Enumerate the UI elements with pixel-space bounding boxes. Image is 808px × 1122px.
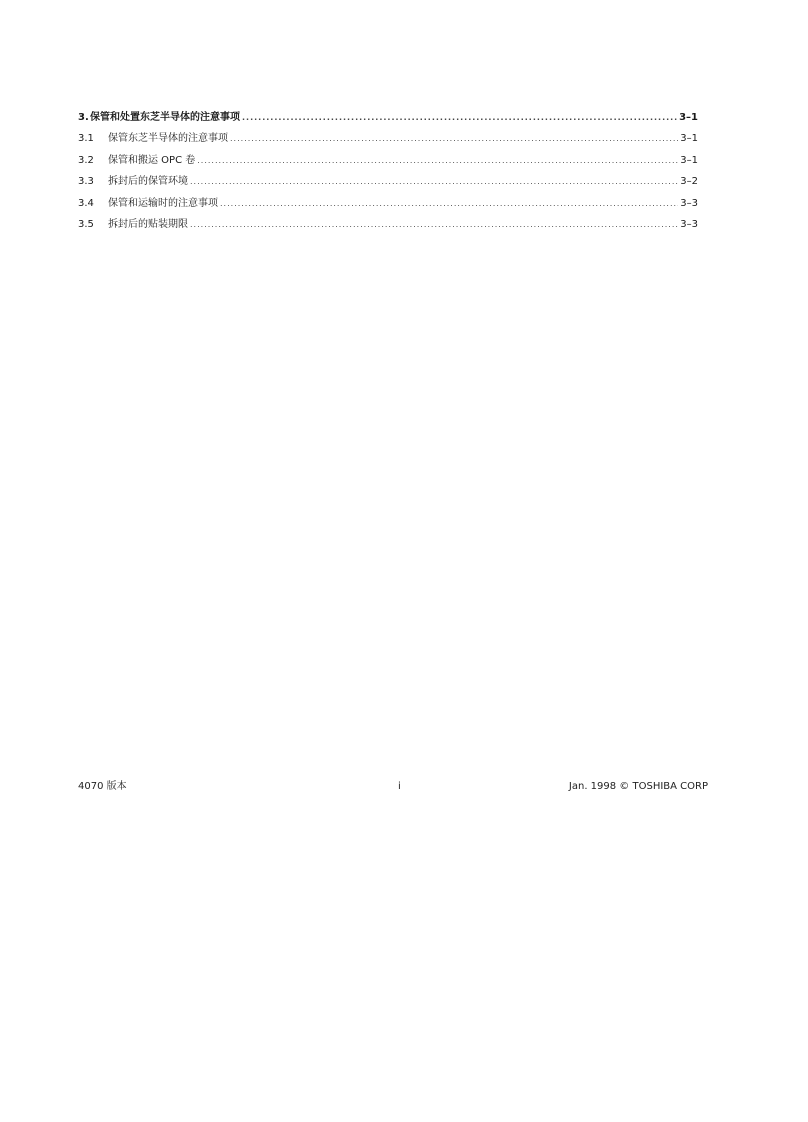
- toc-entry-page: 3–1: [679, 112, 698, 123]
- toc-dot-leader: [190, 176, 678, 188]
- toc-entry-section-3-4[interactable]: [78, 198, 698, 219]
- toc-dot-leader: [230, 133, 678, 145]
- toc-dot-leader: [220, 198, 678, 210]
- toc-entry-title: 保管东芝半导体的注意事项: [108, 133, 228, 145]
- page-footer: [78, 780, 708, 794]
- toc-entry-section-3-5[interactable]: [78, 219, 698, 240]
- toc-dot-leader: [190, 219, 678, 231]
- toc-entry-title: 保管和搬运 OPC 卷: [108, 154, 196, 166]
- toc-entry-page: 3–1: [680, 133, 698, 145]
- toc-entry-page: 3–2: [680, 176, 698, 188]
- toc-dot-leader: [197, 155, 678, 167]
- footer-document-code: 4070 版本: [78, 781, 127, 792]
- toc-entry-title: 保管和运输时的注意事项: [108, 197, 218, 209]
- toc-entry-number: 3.3: [78, 176, 94, 188]
- table-of-contents: [78, 112, 698, 240]
- toc-entry-number: 3.5: [78, 218, 94, 230]
- toc-entry-page: 3–3: [680, 197, 698, 209]
- toc-entry-number: 3.4: [78, 197, 94, 209]
- toc-entry-number: 3.: [78, 112, 89, 123]
- toc-entry-title: 拆封后的贴装期限: [108, 218, 188, 230]
- toc-entry-number: 3.2: [78, 154, 94, 166]
- footer-page-number: i: [398, 781, 401, 792]
- toc-entry-section-3-1[interactable]: [78, 133, 698, 154]
- toc-entry-section-3-3[interactable]: [78, 176, 698, 197]
- toc-dot-leader: [242, 112, 677, 124]
- footer-copyright: Jan. 1998 © TOSHIBA CORP: [568, 781, 708, 792]
- toc-entry-page: 3–3: [680, 218, 698, 230]
- toc-entry-section-3-2[interactable]: [78, 155, 698, 176]
- toc-entry-title: 拆封后的保管环境: [108, 176, 188, 188]
- toc-entry-chapter-3[interactable]: [78, 112, 698, 133]
- toc-entry-title: 保管和处置东芝半导体的注意事项: [90, 112, 240, 123]
- toc-entry-page: 3–1: [680, 154, 698, 166]
- toc-entry-number: 3.1: [78, 133, 94, 145]
